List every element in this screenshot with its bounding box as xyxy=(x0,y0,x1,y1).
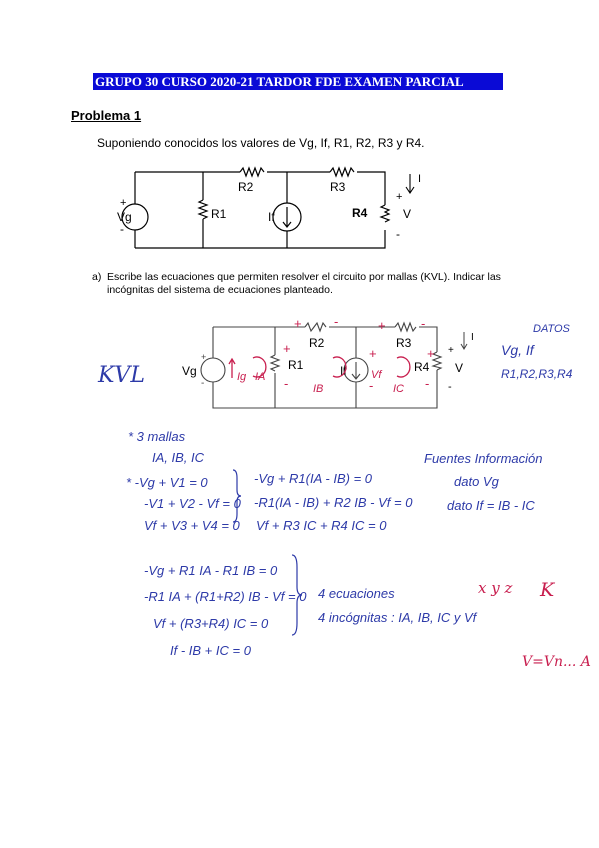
label-if: If xyxy=(268,210,275,224)
problem-intro: Suponiendo conocidos los valores de Vg, If, R1, R2, R3 y R4. xyxy=(97,136,425,150)
hw-incognitas: 4 incógnitas : IA, IB, IC y Vf xyxy=(318,610,477,625)
r4-minus: - xyxy=(425,376,430,391)
label-r1: R1 xyxy=(211,207,227,221)
hw-fuente-vg: dato Vg xyxy=(454,474,499,489)
label-v: V xyxy=(403,207,412,221)
r1-minus: - xyxy=(284,376,289,391)
hw-label-if: If xyxy=(340,364,347,378)
hw-eq-right-1: -Vg + R1(IA - IB) = 0 xyxy=(254,471,373,486)
r2-plus: + xyxy=(294,316,302,331)
vg-minus: - xyxy=(120,222,124,236)
hw-datos-title: DATOS xyxy=(533,323,570,335)
label-i: I xyxy=(418,173,422,185)
hw-eq-right-2: -R1(IA - IB) + R2 IB - Vf = 0 xyxy=(254,495,413,510)
vf-minus: - xyxy=(369,378,374,393)
hw-datos-2: R1,R2,R3,R4 xyxy=(501,367,573,381)
hw-v-minus: - xyxy=(448,381,452,393)
hw-ib: IB xyxy=(313,383,324,395)
hw-n-ecuaciones: 4 ecuaciones xyxy=(318,586,395,601)
v-plus: + xyxy=(396,191,403,203)
hw-datos-1: Vg, If xyxy=(501,342,534,358)
hw-ia: IA xyxy=(255,371,266,383)
v-minus: - xyxy=(396,227,400,241)
handwritten-notes xyxy=(0,300,599,680)
hw-label-r3: R3 xyxy=(396,336,412,350)
hw-label-v: V xyxy=(455,361,464,375)
hw-vf: Vf xyxy=(371,369,382,381)
hw-sys-1: -Vg + R1 IA - R1 IB = 0 xyxy=(144,563,278,578)
hw-label-vg: Vg xyxy=(182,364,197,378)
hw-bottom-fragment: V=Vn... A xyxy=(522,654,591,670)
hw-kvl: KVL xyxy=(98,363,145,388)
question-text: Escribe las ecuaciones que permiten resolver el circuito por mallas (KVL). Indicar las incógnitas del sistema de ecuaciones planteado. xyxy=(107,271,501,296)
hw-sys-4: If - IB + IC = 0 xyxy=(170,643,251,658)
label-r3: R3 xyxy=(330,180,346,194)
hw-vg-plus: + xyxy=(201,352,207,362)
hw-sys-2: -R1 IA + (R1+R2) IB - Vf = 0 xyxy=(144,589,307,604)
r3-minus: - xyxy=(421,316,426,331)
hw-eq-right-3: Vf + R3 IC + R4 IC = 0 xyxy=(256,518,387,533)
hw-fuente-if: dato If = IB - IC xyxy=(447,498,535,513)
hw-label-r4: R4 xyxy=(414,360,430,374)
hw-fuentes: Fuentes Información xyxy=(424,451,543,466)
hw-xyz: x y z xyxy=(478,579,513,597)
hw-eq-left-1: * -Vg + V1 = 0 xyxy=(126,475,208,490)
hw-eq-left-3: Vf + V3 + V4 = 0 xyxy=(144,518,240,533)
r1-plus: + xyxy=(283,341,291,356)
hw-mallas: * 3 mallas xyxy=(128,429,186,444)
hw-k: K xyxy=(540,579,555,601)
label-vg: Vg xyxy=(117,210,132,224)
r3-plus: + xyxy=(378,318,386,333)
problem-title: Problema 1 xyxy=(71,108,142,123)
exam-banner: GRUPO 30 CURSO 2020-21 TARDOR FDE EXAMEN PARCIAL xyxy=(93,73,503,90)
vf-plus: + xyxy=(369,346,377,361)
printed-circuit xyxy=(90,160,430,260)
hw-ic: IC xyxy=(393,383,404,395)
question-letter: a) xyxy=(92,271,102,283)
hw-label-i: I xyxy=(471,332,474,343)
r4-plus: + xyxy=(427,346,435,361)
label-r2: R2 xyxy=(238,180,254,194)
hw-label-r2: R2 xyxy=(309,336,325,350)
hw-vg-minus: - xyxy=(201,378,205,389)
hw-mallas-currents: IA, IB, IC xyxy=(152,450,205,465)
vg-plus: + xyxy=(120,197,127,209)
hw-ig: Ig xyxy=(237,371,247,383)
hw-eq-left-2: -V1 + V2 - Vf = 0 xyxy=(144,496,241,511)
hw-sys-3: Vf + (R3+R4) IC = 0 xyxy=(153,616,269,631)
hw-label-r1: R1 xyxy=(288,358,304,372)
label-r4: R4 xyxy=(352,206,368,220)
hw-v-plus: + xyxy=(448,345,454,356)
current-arrow-icon xyxy=(406,174,414,193)
r2-minus: - xyxy=(334,314,339,329)
